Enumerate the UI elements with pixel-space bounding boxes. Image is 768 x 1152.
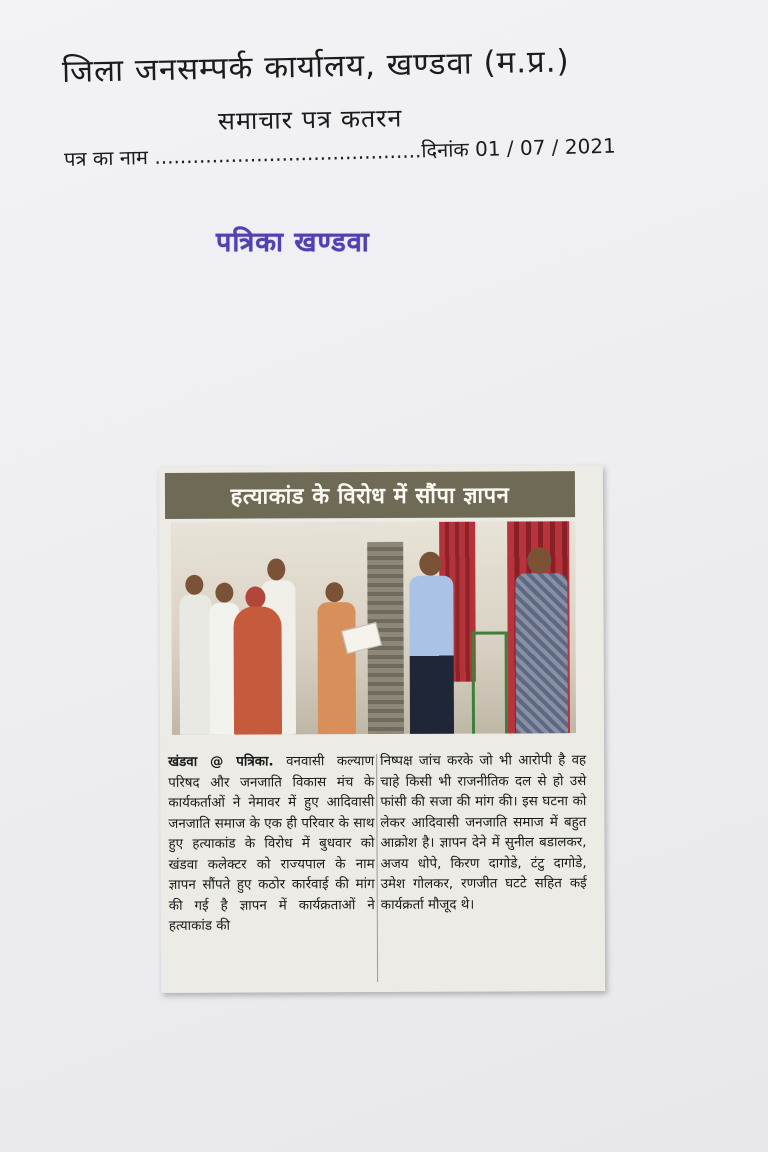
clipping-headline: हत्याकांड के विरोध में सौंपा ज्ञापन [165, 471, 575, 519]
news-photo [171, 521, 576, 735]
article-body-right: निष्पक्ष जांच करके जो भी आरोपी है वह चाहे किसी भी राजनीतिक दल से हो उसे फांसी की सजा की मांग की। इस घटना को लेकर आदिवासी जनजाति समाज में बहुत आक्रोश है। ज्ञापन देने में सुनील बडालकर, अजय धोपे, किरण दागोडे, टंटु दागोडे, उमेश गोलकर, रणजीत घटटे सहित कई कार्यक्रर्ता मौजूद थे। [380, 753, 587, 913]
paper-name-dots: .......................................... [154, 138, 422, 169]
photo-door-frame [472, 631, 508, 734]
clipping-subtitle: समाचार पत्र कतरन [217, 103, 403, 136]
office-title: जिला जनसम्पर्क कार्यालय, खण्डवा (म.प्र.) [61, 43, 570, 90]
column-divider [376, 754, 378, 982]
article-body-left: वनवासी कल्याण परिषद और जनजाति विकास मंच के कार्यकर्ताओं ने नेमावर में हुए आदिवासी जनजाति समाज के एक ही परिवार के साथ हुए हत्याकांड के विरोध में बुधवार को खंडवा कलेक्टर को राज्यपाल के नाम ज्ञापन सौंपते हुए कठोर कार्रवाई की मांग की गई है ज्ञापन में कार्यक्रताओं ने हत्याकांड की [168, 754, 375, 934]
date-value: 01 / 07 / 2021 [474, 133, 617, 162]
article-column-right [380, 751, 587, 916]
paper-name-line [64, 131, 644, 172]
date-label: दिनांक [420, 137, 470, 163]
paper-name-label: पत्र का नाम [63, 145, 149, 172]
article-column-left [168, 752, 375, 937]
newspaper-clipping [159, 465, 605, 993]
newspaper-stamp: पत्रिका खण्डवा [216, 227, 370, 258]
office-header [0, 0, 768, 190]
article-dateline: खंडवा @ पत्रिका. [168, 754, 274, 770]
